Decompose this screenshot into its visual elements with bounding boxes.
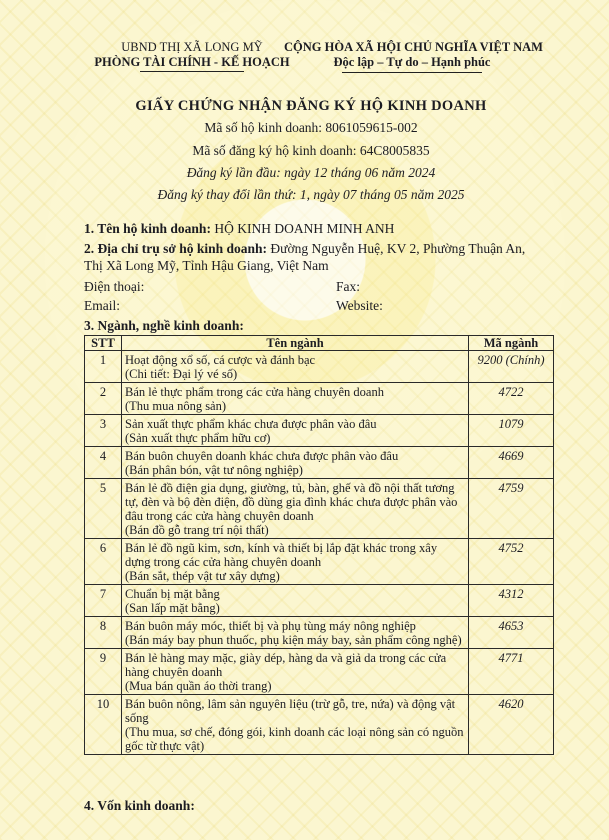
- row-detail: (Bán phân bón, vật tư nông nghiệp): [125, 463, 303, 477]
- row-name: Bán lẻ đồ ngũ kim, sơn, kính và thiết bị lắp đặt khác trong xây dựng trong các cửa hàng chuyên doanh: [125, 541, 438, 569]
- row-stt: 3: [85, 415, 122, 447]
- row-name: Bán buôn máy móc, thiết bị và phụ tùng máy nông nghiệp: [125, 619, 416, 633]
- row-code: 4759: [469, 479, 554, 539]
- row-code: 4620: [469, 695, 554, 755]
- table-row: [85, 617, 554, 649]
- row-detail: (Mua bán quần áo thời trang): [125, 679, 272, 693]
- row-name: Chuẩn bị mặt bằng: [125, 587, 220, 601]
- row-code: 4771: [469, 649, 554, 695]
- national-motto: Độc lập – Tự do – Hạnh phúc: [333, 55, 491, 69]
- table-row: [85, 585, 554, 617]
- row-code: 9200 (Chính): [469, 351, 554, 383]
- column-header-code: Mã ngành: [469, 336, 554, 351]
- row-code: 1079: [469, 415, 554, 447]
- row-name: Sản xuất thực phẩm khác chưa được phân vào đâu: [125, 417, 377, 431]
- row-name-cell: [122, 585, 469, 617]
- row-name: Hoạt động xổ số, cá cược và đánh bạc: [125, 353, 316, 367]
- row-code: 4752: [469, 539, 554, 585]
- business-code: Mã số hộ kinh doanh: 8061059615-002: [204, 120, 418, 135]
- row-detail: (Chi tiết: Đại lý vé số): [125, 367, 238, 381]
- row-stt: 6: [85, 539, 122, 585]
- column-header-name: Tên ngành: [122, 336, 469, 351]
- business-lines-table: [84, 335, 554, 755]
- row-stt: 7: [85, 585, 122, 617]
- table-row: [85, 539, 554, 585]
- fax-label: Fax:: [336, 279, 361, 294]
- row-stt: 9: [85, 649, 122, 695]
- row-name-cell: [122, 539, 469, 585]
- issuing-department: PHÒNG TÀI CHÍNH - KẾ HOẠCH: [94, 55, 290, 69]
- row-detail: (Bán máy bay phun thuốc, phụ kiện máy bay, sản phẩm công nghệ): [125, 633, 462, 647]
- row-detail: (Bán đồ gỗ trang trí nội thất): [125, 523, 269, 537]
- national-title: CỘNG HÒA XÃ HỘI CHỦ NGHĨA VIỆT NAM: [284, 40, 543, 54]
- document-title: GIẤY CHỨNG NHẬN ĐĂNG KÝ HỘ KINH DOANH: [135, 98, 487, 114]
- row-detail: (Sản xuất thực phẩm hữu cơ): [125, 431, 271, 445]
- phone-label: Điện thoại:: [84, 279, 145, 294]
- table-row: [85, 351, 554, 383]
- row-name-cell: [122, 695, 469, 755]
- row-name-cell: [122, 383, 469, 415]
- table-row: [85, 649, 554, 695]
- registration-code: Mã số đăng ký hộ kinh doanh: 64C8005835: [192, 143, 430, 158]
- table-row: [85, 447, 554, 479]
- business-address-line: [84, 240, 544, 274]
- row-stt: 1: [85, 351, 122, 383]
- row-name: Bán lẻ đồ điện gia dụng, giường, tủ, bàn, ghế và đồ nội thất tương tự, đèn và bộ đèn điện, đồ dùng gia đình khác chưa được phân vào đâu trong các cửa hàng chuyên doanh: [125, 481, 458, 523]
- first-registration-date: Đăng ký lần đầu: ngày 12 tháng 06 năm 2024: [186, 165, 436, 180]
- row-name: Bán lẻ thực phẩm trong các cửa hàng chuyên doanh: [125, 385, 384, 399]
- business-lines-heading: 3. Ngành, nghề kinh doanh:: [84, 318, 244, 333]
- row-name-cell: [122, 351, 469, 383]
- row-stt: 2: [85, 383, 122, 415]
- row-name-cell: [122, 479, 469, 539]
- change-registration-date: Đăng ký thay đổi lần thứ: 1, ngày 07 tháng 05 năm 2025: [157, 187, 465, 202]
- table-row: [85, 383, 554, 415]
- row-name-cell: [122, 447, 469, 479]
- table-header-row: [85, 336, 554, 351]
- row-detail: (San lấp mặt bằng): [125, 601, 220, 615]
- row-stt: 4: [85, 447, 122, 479]
- row-code: 4669: [469, 447, 554, 479]
- business-address-value: Đường Nguyễn Huệ, KV 2, Phường Thuận An, Thị Xã Long Mỹ, Tỉnh Hậu Giang, Việt Nam: [84, 241, 526, 273]
- business-address-label: 2. Địa chỉ trụ sở hộ kinh doanh:: [84, 241, 268, 256]
- row-name-cell: [122, 649, 469, 695]
- row-code: 4653: [469, 617, 554, 649]
- website-label: Website:: [336, 298, 383, 313]
- row-name: Bán buôn nông, lâm sản nguyên liệu (trừ gỗ, tre, nứa) và động vật sống: [125, 697, 456, 725]
- issuing-authority: UBND THỊ XÃ LONG MỸ: [121, 40, 263, 54]
- table-row: [85, 695, 554, 755]
- capital-heading: 4. Vốn kinh doanh:: [84, 798, 195, 813]
- row-name-cell: [122, 415, 469, 447]
- column-header-stt: STT: [85, 336, 122, 351]
- email-label: Email:: [84, 298, 120, 313]
- row-code: 4722: [469, 383, 554, 415]
- row-name: Bán lẻ hàng may mặc, giày dép, hàng da và giả da trong các cửa hàng chuyên doanh: [125, 651, 447, 679]
- business-name-line: [84, 221, 394, 237]
- table-row: [85, 415, 554, 447]
- business-name-label: 1. Tên hộ kinh doanh:: [84, 221, 211, 236]
- row-code: 4312: [469, 585, 554, 617]
- header-divider-right: [342, 72, 482, 73]
- row-name-cell: [122, 617, 469, 649]
- row-stt: 10: [85, 695, 122, 755]
- table-row: [85, 479, 554, 539]
- header-divider-left: [140, 71, 244, 72]
- row-name: Bán buôn chuyên doanh khác chưa được phân vào đâu: [125, 449, 399, 463]
- table-body: [85, 351, 554, 755]
- row-detail: (Thu mua, sơ chế, đóng gói, kinh doanh các loại nông sản có nguồn gốc từ thực vật): [125, 725, 464, 753]
- row-detail: (Bán sắt, thép vật tư xây dựng): [125, 569, 280, 583]
- row-stt: 5: [85, 479, 122, 539]
- business-name-value: HỘ KINH DOANH MINH ANH: [214, 221, 395, 236]
- row-detail: (Thu mua nông sản): [125, 399, 227, 413]
- row-stt: 8: [85, 617, 122, 649]
